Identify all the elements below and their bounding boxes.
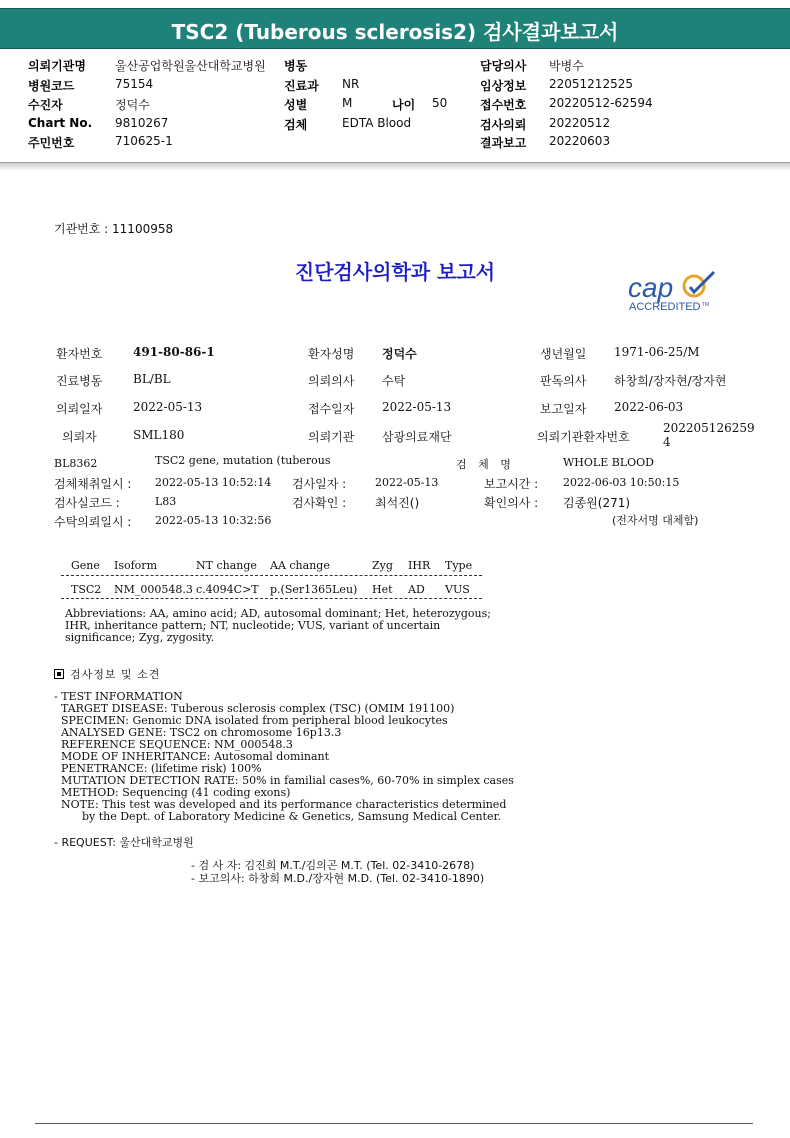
header-value: M <box>342 96 353 110</box>
ordering-doctor: 수탁 <box>382 374 406 388</box>
header-value: 9810267 <box>115 116 169 130</box>
patient-number: 491-80-86-1 <box>133 345 215 359</box>
lab-code: L83 <box>155 495 177 508</box>
test-info-line: SPECIMEN: Genomic DNA isolated from peripheral blood leukocytes <box>54 714 448 727</box>
header-label: 성별 <box>284 98 308 112</box>
birth-date: 1971-06-25/M <box>614 345 700 359</box>
header-value: 75154 <box>115 77 154 91</box>
grid-label: 접수일자 <box>308 402 355 416</box>
grid-label: 의뢰기관환자번호 <box>537 430 630 444</box>
institution-patient-number-cont: 4 <box>663 435 671 449</box>
test-name: TSC2 gene, mutation (tuberous <box>155 454 331 467</box>
header-value: 20220512-62594 <box>549 96 653 110</box>
confirming-doctor: 김종원(271) <box>563 496 631 510</box>
table-header: Gene <box>71 559 100 572</box>
test-code: BL8362 <box>54 457 98 470</box>
test-info-line: PENETRANCE: (lifetime risk) 100% <box>54 762 262 775</box>
report-date: 2022-06-03 <box>614 400 684 414</box>
specimen-value: WHOLE BLOOD <box>563 456 654 469</box>
header-label: 임상정보 <box>480 79 527 93</box>
grid-label: 생년월일 <box>540 347 587 361</box>
specimen-label: 검 체 명 <box>456 458 515 471</box>
header-value: 20220603 <box>549 134 611 148</box>
test-info-line: by the Dept. of Laboratory Medicine & Genetics, Samsung Medical Center. <box>54 810 502 823</box>
report-time: 2022-06-03 10:50:15 <box>563 476 680 489</box>
section-bullet-icon <box>54 669 64 679</box>
reporting-doctor-line: - 보고의사: 하창희 M.D./장자현 M.D. (Tel. 02-3410-1890) <box>191 872 485 885</box>
header-label: Chart No. <box>28 116 93 130</box>
table-header: IHR <box>408 559 431 572</box>
test-confirmer: 최석진() <box>375 496 420 510</box>
table-rule-top <box>61 575 482 576</box>
table-rule-bottom <box>61 598 482 599</box>
footer-rule <box>35 1123 753 1124</box>
table-cell: VUS <box>445 583 470 596</box>
header-value: 710625-1 <box>115 134 173 148</box>
table-header: Type <box>445 559 473 572</box>
table-header: AA change <box>270 559 330 572</box>
cap-accredited-text: ACCREDITED <box>629 301 701 313</box>
request-date: 2022-05-13 <box>133 400 203 414</box>
received-label: 수탁의뢰일시 : <box>54 515 132 529</box>
header-label: 의뢰기관명 <box>28 59 86 73</box>
received-datetime: 2022-05-13 10:32:56 <box>155 514 272 527</box>
cap-logo-text: cap <box>628 272 674 303</box>
test-info-line: MUTATION DETECTION RATE: 50% in familial cases%, 60-70% in simplex cases <box>54 774 514 787</box>
test-info-line: MODE OF INHERITANCE: Autosomal dominant <box>54 750 330 763</box>
info-label: 검사일자 : <box>292 477 347 491</box>
info-label: 검체채취일시 : <box>54 477 132 491</box>
test-info-line: METHOD: Sequencing (41 coding exons) <box>54 786 291 799</box>
header-label: 주민번호 <box>28 136 75 150</box>
grid-label: 진료병동 <box>56 374 103 388</box>
table-cell: p.(Ser1365Leu) <box>270 583 358 596</box>
ward-value: BL/BL <box>133 372 171 386</box>
test-date: 2022-05-13 <box>375 476 439 489</box>
lab-report-title: 진단검사의학과 보고서 <box>294 260 496 284</box>
header-label: 병동 <box>284 59 308 73</box>
cap-accredited-logo <box>626 270 736 314</box>
grid-label: 보고일자 <box>540 402 587 416</box>
table-header: NT change <box>196 559 257 572</box>
header-value: 20220512 <box>549 116 611 130</box>
grid-label: 환자성명 <box>308 347 355 361</box>
table-cell: AD <box>408 583 425 596</box>
test-info-line: REFERENCE SEQUENCE: NM_000548.3 <box>54 738 293 751</box>
header-value: 정덕수 <box>115 98 150 112</box>
header-label: 검사의뢰 <box>480 118 527 132</box>
header-label: 병원코드 <box>28 79 75 93</box>
divider-shadow <box>0 163 790 171</box>
header-label: 담당의사 <box>480 59 527 73</box>
title-bar <box>0 8 790 49</box>
header-value: 박병수 <box>549 59 584 73</box>
test-info-line: NOTE: This test was developed and its performance characteristics determined <box>54 798 507 811</box>
header-label: 검체 <box>284 118 308 132</box>
section-title: 검사정보 및 소견 <box>70 668 161 681</box>
grid-label: 의뢰자 <box>62 430 97 444</box>
table-header: Zyg <box>372 559 393 572</box>
report-title: TSC2 (Tuberous sclerosis2) 검사결과보고서 <box>171 20 619 44</box>
info-label: 확인의사 : <box>484 496 539 510</box>
grid-label: 의뢰의사 <box>308 374 355 388</box>
grid-label: 의뢰일자 <box>56 402 103 416</box>
grid-label: 의뢰기관 <box>308 430 355 444</box>
header-value: 울산공업학원울산대학교병원 <box>115 59 266 73</box>
header-value: EDTA Blood <box>342 116 412 130</box>
requesting-institution: 삼광의료재단 <box>382 430 452 444</box>
patient-name: 정덕수 <box>382 347 417 361</box>
header-value: 22051212525 <box>549 77 633 91</box>
abbreviations-line: significance; Zyg, zygosity. <box>65 631 215 644</box>
test-info-line: ANALYSED GENE: TSC2 on chromosome 16p13.3 <box>54 726 342 739</box>
grid-label: 판독의사 <box>540 374 587 388</box>
examiner-line: - 검 사 자: 김진희 M.T./김의곤 M.T. (Tel. 02-3410-2678) <box>191 859 475 872</box>
request-line: - REQUEST: 울산대학교병원 <box>54 836 194 849</box>
collection-datetime: 2022-05-13 10:52:14 <box>155 476 272 489</box>
table-cell: NM_000548.3 <box>114 583 193 596</box>
institution-number: 기관번호 : 11100958 <box>54 222 174 236</box>
info-label: 검사확인 : <box>292 496 347 510</box>
table-cell: TSC2 <box>71 583 102 596</box>
electronic-signature-note: (전자서명 대체함) <box>612 514 699 527</box>
header-value: NR <box>342 77 360 91</box>
info-label: 검사실코드 : <box>54 496 120 510</box>
header-value: 50 <box>432 96 448 110</box>
abbreviations-line: IHR, inheritance pattern; NT, nucleotide; VUS, variant of uncertain <box>65 619 441 632</box>
table-header: Isoform <box>114 559 157 572</box>
reading-doctor: 하창희/장자현/장자현 <box>614 374 727 388</box>
info-label: 보고시간 : <box>484 477 539 491</box>
institution-patient-number: 202205126259 <box>663 421 755 435</box>
requester-value: SML180 <box>133 428 185 442</box>
table-cell: c.4094C>T <box>196 583 259 596</box>
header-label: 접수번호 <box>480 98 527 112</box>
header-label: 진료과 <box>284 79 319 93</box>
header-label: 수진자 <box>28 98 63 112</box>
abbreviations-line: Abbreviations: AA, amino acid; AD, autosomal dominant; Het, heterozygous; <box>65 607 491 620</box>
receipt-date: 2022-05-13 <box>382 400 452 414</box>
test-info-line: TARGET DISEASE: Tuberous sclerosis complex (TSC) (OMIM 191100) <box>54 702 455 715</box>
table-cell: Het <box>372 583 393 596</box>
cap-trademark: TM <box>702 302 710 308</box>
header-label: 나이 <box>392 98 416 112</box>
header-label: 결과보고 <box>480 136 527 150</box>
grid-label: 환자번호 <box>56 347 103 361</box>
test-info-line: - TEST INFORMATION <box>54 690 183 703</box>
